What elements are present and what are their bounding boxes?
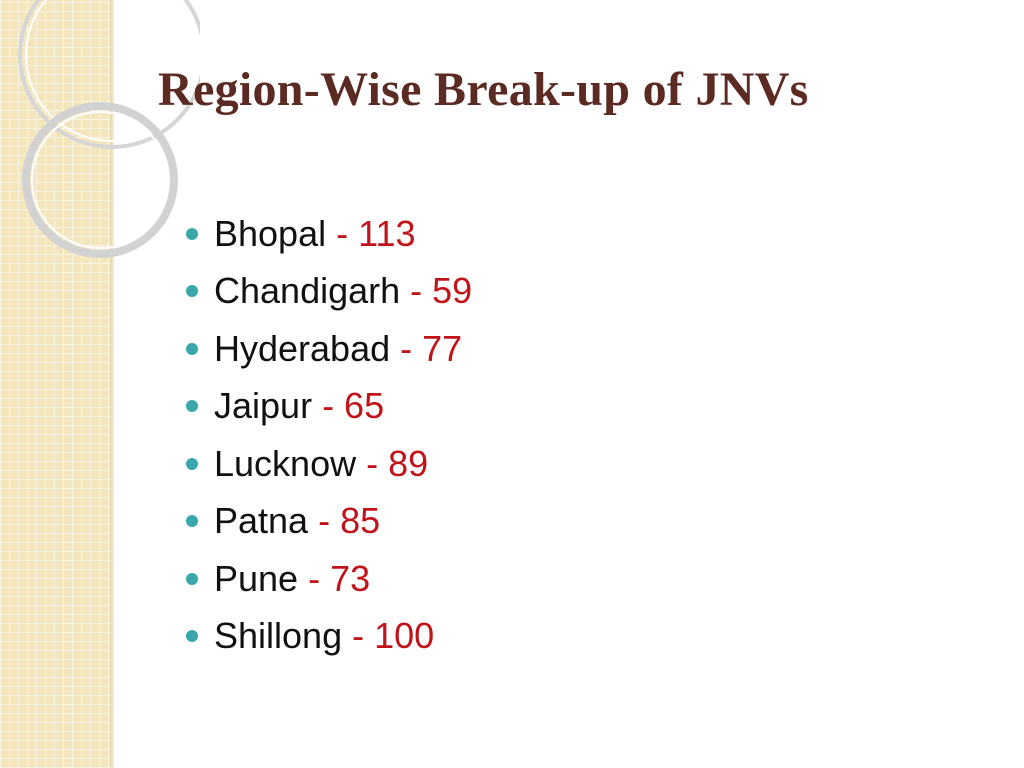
region-name: Jaipur xyxy=(214,385,313,427)
list-item xyxy=(186,263,472,321)
region-name: Chandigarh xyxy=(214,270,401,312)
bullet-icon xyxy=(186,228,198,240)
list-item xyxy=(186,378,472,436)
region-name: Pune xyxy=(214,557,299,599)
region-list xyxy=(186,205,472,665)
ring-inner-highlight xyxy=(32,112,168,248)
region-count: - 73 xyxy=(308,557,371,599)
region-count: - 59 xyxy=(410,270,473,312)
slide-title: Region-Wise Break-up of JNVs xyxy=(158,63,809,116)
decorative-rings-icon xyxy=(0,0,200,260)
region-count: - 65 xyxy=(322,385,385,427)
region-count: - 85 xyxy=(318,500,381,542)
region-name: Shillong xyxy=(214,615,343,657)
list-item xyxy=(186,320,472,378)
region-count: - 89 xyxy=(366,442,429,484)
list-item xyxy=(186,608,472,666)
bullet-icon xyxy=(186,515,198,527)
region-count: - 77 xyxy=(400,327,463,369)
ring-inner xyxy=(26,106,174,254)
region-name: Lucknow xyxy=(214,442,357,484)
bullet-icon xyxy=(186,630,198,642)
bullet-icon xyxy=(186,458,198,470)
region-name: Bhopal xyxy=(214,212,327,254)
region-count: - 113 xyxy=(336,212,416,254)
list-item xyxy=(186,493,472,551)
bullet-icon xyxy=(186,343,198,355)
region-count: - 100 xyxy=(352,615,435,657)
list-item xyxy=(186,550,472,608)
region-name: Hyderabad xyxy=(214,327,391,369)
region-name: Patna xyxy=(214,500,309,542)
bullet-icon xyxy=(186,400,198,412)
bullet-icon xyxy=(186,573,198,585)
list-item xyxy=(186,435,472,493)
bullet-icon xyxy=(186,285,198,297)
list-item xyxy=(186,205,472,263)
